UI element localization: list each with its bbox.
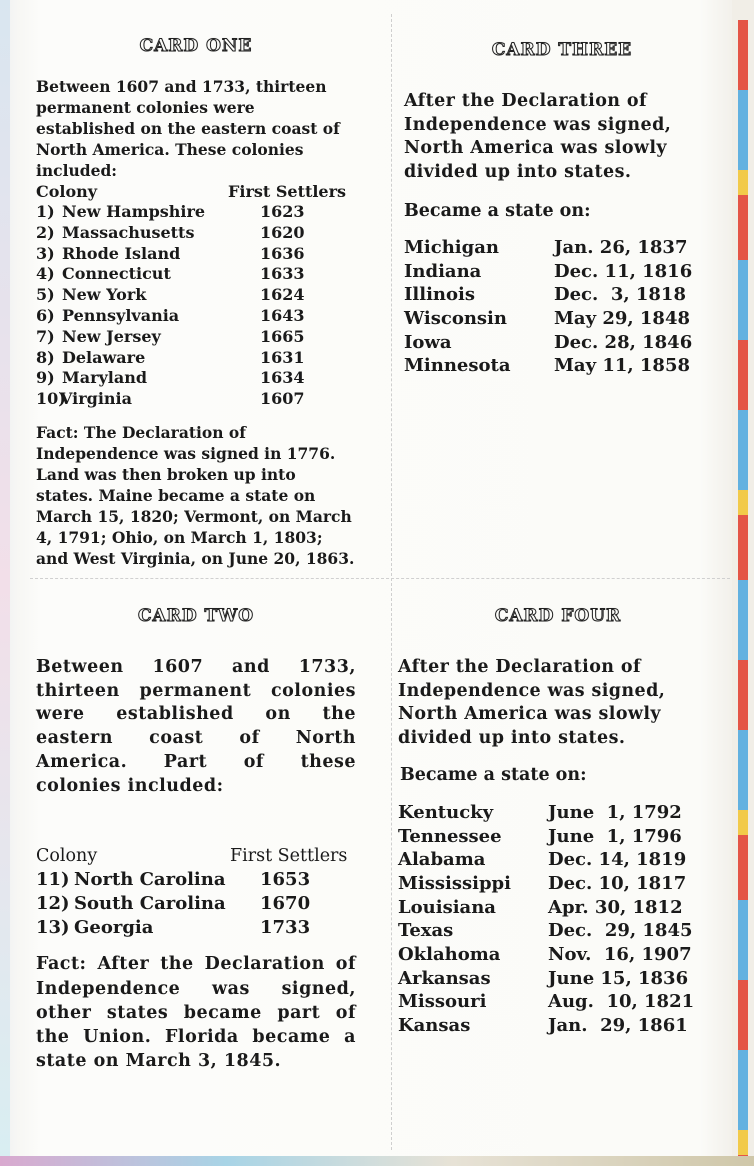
colony-name: Delaware	[62, 347, 146, 367]
colony-number: 11)	[36, 869, 70, 891]
state-date: Dec. 14, 1819	[548, 849, 687, 871]
card-title: CARD FOUR	[494, 606, 622, 626]
colony-column-header: Colony	[36, 182, 98, 201]
colony-year: 1733	[260, 917, 311, 939]
colony-row	[36, 868, 356, 892]
colony-name: Georgia	[74, 917, 154, 939]
colony-number: 10)	[36, 389, 66, 409]
state-name: Missouri	[398, 991, 487, 1013]
state-name: Tennessee	[398, 825, 502, 847]
card-title: CARD TWO	[137, 606, 255, 626]
state-name: Kansas	[398, 1015, 471, 1037]
colony-number: 13)	[36, 917, 70, 939]
colony-number: 8)	[36, 347, 55, 367]
state-name: Minnesota	[404, 355, 511, 377]
state-date: June 15, 1836	[548, 967, 689, 989]
colony-year: 1620	[260, 222, 305, 242]
colony-row	[36, 306, 356, 327]
state-date: May 29, 1848	[554, 307, 690, 329]
state-date: Dec. 11, 1816	[554, 260, 693, 282]
colony-year: 1665	[260, 326, 305, 346]
colony-name: New York	[62, 285, 147, 305]
state-date: Aug. 10, 1821	[548, 991, 695, 1013]
colony-list	[36, 868, 356, 940]
state-name: Oklahoma	[398, 944, 501, 966]
colony-year: 1670	[260, 893, 311, 915]
card-four	[398, 606, 718, 1038]
became-state-label: Became a state on:	[400, 764, 587, 785]
became-state-label: Became a state on:	[404, 200, 591, 221]
colony-row	[36, 285, 356, 306]
card-title: CARD THREE	[491, 40, 633, 60]
colony-year: 1653	[260, 869, 311, 891]
card-title: CARD ONE	[139, 36, 253, 56]
state-date: Dec. 28, 1846	[554, 331, 693, 353]
colony-row	[36, 389, 356, 410]
state-date: May 11, 1858	[554, 355, 690, 377]
state-date: June 1, 1792	[548, 801, 682, 823]
color-edge-stripes	[738, 20, 748, 1160]
colony-name: Pennsylvania	[62, 305, 180, 325]
colony-name: New Jersey	[62, 326, 161, 346]
card-intro: After the Declaration of Independence was signed, North America was slowly divided up into states.	[398, 657, 666, 749]
state-date: Dec. 3, 1818	[554, 284, 686, 306]
colony-name: Maryland	[62, 368, 148, 388]
state-name: Michigan	[404, 236, 499, 258]
colony-number: 2)	[36, 222, 55, 242]
colony-table-header	[36, 844, 356, 868]
state-row	[398, 967, 718, 991]
state-date: Apr. 30, 1812	[548, 896, 683, 918]
colony-name: Massachusetts	[62, 222, 195, 242]
state-date: Nov. 16, 1907	[548, 944, 692, 966]
state-row	[398, 848, 718, 872]
colony-year: 1623	[260, 202, 305, 221]
state-name: Kentucky	[398, 801, 494, 823]
colony-name: Connecticut	[62, 264, 171, 284]
colony-name: Virginia	[60, 389, 132, 409]
colony-number: 12)	[36, 893, 70, 915]
colony-name: South Carolina	[74, 893, 226, 915]
colony-name: New Hampshire	[62, 202, 206, 221]
state-name: Texas	[398, 920, 454, 942]
state-name: Wisconsin	[404, 307, 507, 329]
state-row	[398, 990, 718, 1014]
colony-number: 9)	[36, 368, 55, 388]
colony-number: 1)	[36, 202, 55, 221]
colony-number: 7)	[36, 326, 55, 346]
card-intro: Between 1607 and 1733, thirteen permanent colonies were established on the eastern coast of North America. Part of these colonies included:	[36, 657, 356, 796]
colony-number: 5)	[36, 285, 55, 305]
colony-year: 1643	[260, 305, 305, 325]
colony-year: 1633	[260, 264, 305, 284]
state-name: Arkansas	[398, 967, 491, 989]
first-settlers-column-header: First Settlers	[228, 182, 347, 201]
colony-number: 3)	[36, 243, 55, 263]
state-date: Jan. 26, 1837	[554, 236, 688, 258]
state-row	[398, 919, 718, 943]
colony-row	[36, 916, 356, 940]
state-name: Illinois	[404, 284, 475, 306]
colony-row	[36, 327, 356, 348]
state-row	[398, 801, 718, 825]
state-row	[404, 260, 720, 284]
page-left-edge	[0, 0, 10, 1166]
colony-row	[36, 368, 356, 389]
state-row	[404, 236, 720, 260]
state-row	[404, 307, 720, 331]
state-list	[404, 236, 720, 378]
card-intro: After the Declaration of Independence was signed, North America was slowly divided up into states.	[404, 91, 672, 183]
colony-row	[36, 348, 356, 369]
state-name: Alabama	[398, 849, 486, 871]
state-row	[398, 943, 718, 967]
state-name: Mississippi	[398, 872, 511, 894]
state-row	[398, 825, 718, 849]
card-two	[36, 606, 356, 1074]
colony-column-header: Colony	[36, 846, 98, 867]
colony-number: 4)	[36, 264, 55, 284]
state-row	[398, 872, 718, 896]
horizontal-cut-line	[30, 578, 730, 579]
card-one	[36, 36, 356, 569]
colony-row	[36, 892, 356, 916]
state-date: Dec. 10, 1817	[548, 872, 687, 894]
vertical-cut-line	[391, 14, 392, 1150]
state-date: June 1, 1796	[548, 825, 682, 847]
state-row	[404, 354, 720, 378]
card-three	[404, 40, 720, 378]
state-name: Iowa	[404, 331, 452, 353]
card-fact: Fact: After the Declaration of Independence was signed, other states became part of the Union. Florida became a state on March 3, 1845.	[36, 954, 356, 1072]
state-row	[398, 896, 718, 920]
colony-year: 1636	[260, 243, 305, 263]
state-name: Louisiana	[398, 896, 496, 918]
state-name: Indiana	[404, 260, 482, 282]
colony-name: Rhode Island	[62, 243, 181, 263]
colony-year: 1631	[260, 347, 305, 367]
state-row	[404, 331, 720, 355]
state-list	[398, 801, 718, 1038]
colony-number: 6)	[36, 305, 55, 325]
card-intro: Between 1607 and 1733, thirteen permanent colonies were established on the eastern coast of North America. These colonies included:	[36, 77, 340, 180]
colony-row	[36, 223, 356, 244]
colony-name: North Carolina	[74, 869, 226, 891]
page-bottom-edge	[0, 1156, 754, 1166]
state-row	[404, 283, 720, 307]
colony-list	[36, 202, 356, 410]
colony-year: 1607	[260, 389, 305, 409]
state-row	[398, 1014, 718, 1038]
state-date: Jan. 29, 1861	[548, 1015, 688, 1037]
colony-table-header	[36, 181, 356, 202]
card-fact: Fact: The Declaration of Independence was signed in 1776. Land was then broken up into states. Maine became a state on March 15, 1820; Vermont, on March 4, 1791; Ohio, on March 1, 1803; and West Virginia, on June 20, 1863.	[36, 422, 355, 568]
first-settlers-column-header: First Settlers	[230, 846, 348, 867]
colony-year: 1624	[260, 285, 305, 305]
colony-row	[36, 202, 356, 223]
colony-row	[36, 264, 356, 285]
colony-row	[36, 244, 356, 265]
state-date: Dec. 29, 1845	[548, 920, 693, 942]
colony-year: 1634	[260, 368, 305, 388]
